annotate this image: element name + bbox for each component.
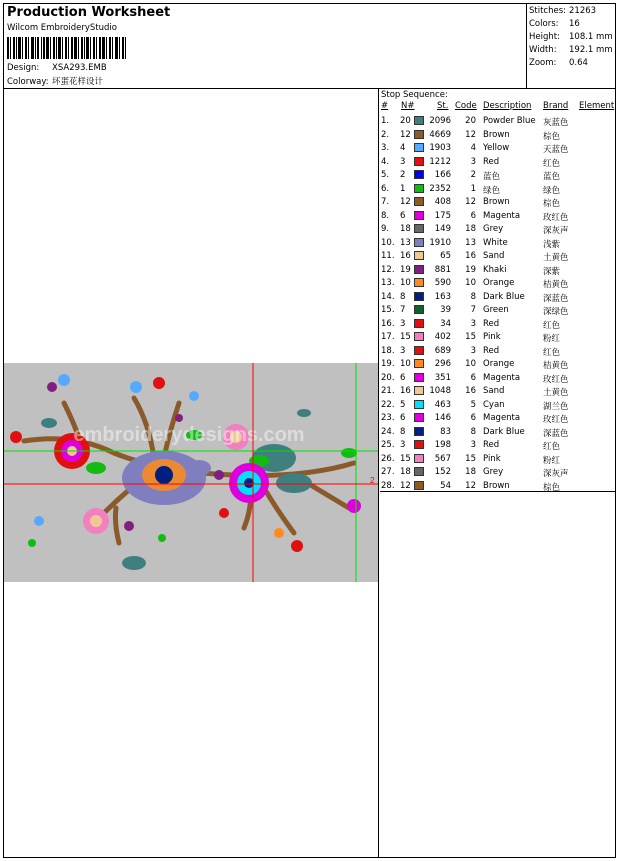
- stitches-stat: Stitches: 21263: [529, 6, 597, 16]
- row-num: 17.: [381, 332, 395, 342]
- sequence-row: [380, 318, 615, 332]
- row-stitches: 881: [434, 264, 451, 275]
- row-brand: 土黄色: [543, 253, 569, 263]
- row-description: Powder Blue: [483, 116, 536, 126]
- row-code: 10: [465, 278, 476, 288]
- row-needle: 1: [400, 183, 406, 194]
- row-code: 20: [465, 116, 476, 126]
- row-description: 蓝色: [483, 172, 501, 182]
- row-brand: 土黄色: [543, 388, 569, 398]
- row-code: 3: [470, 156, 476, 167]
- row-stitches: 146: [434, 413, 451, 423]
- row-description: Brown: [483, 129, 510, 140]
- row-stitches: 2352: [429, 183, 451, 194]
- row-code: 13: [465, 237, 476, 248]
- row-stitches: 408: [434, 197, 451, 207]
- row-stitches: 163: [434, 291, 451, 302]
- color-swatch: [414, 454, 424, 463]
- row-num: 7.: [381, 197, 390, 207]
- color-swatch: [414, 427, 424, 436]
- row-needle: 10: [400, 359, 411, 369]
- row-stitches: 1048: [429, 386, 451, 396]
- row-num: 25.: [381, 440, 395, 450]
- row-description: Magenta: [483, 372, 521, 383]
- row-brand: 灰蓝色: [543, 118, 569, 128]
- row-description: Magenta: [483, 210, 521, 221]
- row-needle: 12: [400, 480, 411, 491]
- color-swatch: [414, 116, 424, 125]
- row-needle: 5: [400, 399, 406, 410]
- row-needle: 16: [400, 386, 411, 396]
- row-description: Orange: [483, 359, 515, 369]
- design-preview[interactable]: [4, 363, 378, 582]
- color-swatch: [414, 400, 424, 409]
- row-code: 12: [465, 480, 476, 491]
- design-preview-panel: [4, 89, 379, 857]
- row-stitches: 463: [434, 399, 451, 410]
- row-stitches: 590: [434, 278, 451, 288]
- row-num: 3.: [381, 143, 390, 153]
- color-swatch: [414, 238, 424, 247]
- row-needle: 12: [400, 129, 411, 140]
- sequence-row: [380, 385, 615, 399]
- row-num: 10.: [381, 237, 395, 248]
- color-swatch: [414, 359, 424, 368]
- sequence-row: [380, 439, 615, 453]
- sequence-row: [380, 304, 615, 318]
- zoom-stat: Zoom: 0.64: [529, 58, 588, 68]
- sequence-row: [380, 223, 615, 237]
- row-description: Khaki: [483, 264, 507, 275]
- row-needle: 12: [400, 197, 411, 207]
- row-description: Red: [483, 440, 500, 450]
- row-needle: 13: [400, 237, 411, 248]
- color-swatch: [414, 413, 424, 422]
- color-swatch: [414, 440, 424, 449]
- row-stitches: 198: [434, 440, 451, 450]
- color-swatch: [414, 292, 424, 301]
- row-brand: 红色: [543, 347, 561, 358]
- row-code: 19: [465, 264, 476, 275]
- color-swatch: [414, 265, 424, 274]
- row-brand: 深蓝色: [543, 428, 569, 439]
- row-num: 13.: [381, 278, 395, 288]
- row-description: Red: [483, 156, 500, 167]
- row-description: Yellow: [483, 143, 510, 153]
- row-code: 3: [470, 440, 476, 450]
- sequence-row: [380, 169, 615, 183]
- sequence-row: [380, 156, 615, 170]
- col-element: Element: [579, 101, 615, 111]
- row-brand: 湖兰色: [543, 401, 569, 412]
- sequence-row: [380, 250, 615, 264]
- col-needle: N#: [401, 101, 415, 111]
- row-description: Grey: [483, 224, 504, 234]
- row-num: 9.: [381, 224, 390, 234]
- sequence-row: [380, 196, 615, 210]
- row-code: 18: [465, 224, 476, 234]
- row-stitches: 351: [434, 372, 451, 383]
- row-code: 3: [470, 345, 476, 356]
- row-stitches: 152: [434, 467, 451, 477]
- color-swatch: [414, 130, 424, 139]
- sequence-row: [380, 399, 615, 413]
- worksheet: [3, 3, 616, 858]
- color-swatch: [414, 319, 424, 328]
- row-brand: 深紫: [543, 266, 561, 277]
- color-swatch: [414, 157, 424, 166]
- sequence-row: [380, 426, 615, 440]
- row-description: Brown: [483, 197, 510, 207]
- flower-purple: [122, 451, 211, 505]
- row-code: 1: [470, 183, 476, 194]
- row-num: 12.: [381, 264, 395, 275]
- color-swatch: [414, 305, 424, 314]
- row-brand: 桔黄色: [543, 280, 569, 290]
- row-needle: 18: [400, 224, 411, 234]
- row-description: Sand: [483, 386, 505, 396]
- row-stitches: 39: [440, 305, 451, 315]
- sequence-row: [380, 210, 615, 224]
- row-stitches: 1903: [429, 143, 451, 153]
- row-brand: 棕色: [543, 482, 561, 493]
- row-description: Green: [483, 305, 509, 315]
- row-code: 12: [465, 197, 476, 207]
- row-description: 绿色: [483, 185, 501, 196]
- row-brand: 天蓝色: [543, 145, 569, 155]
- color-swatch: [414, 346, 424, 355]
- row-brand: 玫红色: [543, 212, 569, 223]
- colors-stat: Colors: 16: [529, 19, 580, 29]
- row-brand: 深灰声: [543, 226, 569, 236]
- row-num: 4.: [381, 156, 390, 167]
- color-swatch: [414, 481, 424, 490]
- color-swatch: [414, 211, 424, 220]
- row-brand: 蓝色: [543, 172, 561, 182]
- color-swatch: [414, 467, 424, 476]
- row-brand: 红色: [543, 158, 561, 169]
- row-num: 19.: [381, 359, 395, 369]
- color-swatch: [414, 373, 424, 382]
- row-num: 14.: [381, 291, 395, 302]
- row-num: 6.: [381, 183, 390, 194]
- row-stitches: 402: [434, 332, 451, 342]
- row-description: Orange: [483, 278, 515, 288]
- width-stat: Width: 192.1 mm: [529, 45, 613, 55]
- row-code: 6: [470, 372, 476, 383]
- row-stitches: 54: [440, 480, 451, 491]
- watermark-text: embroiderydesigns.com: [73, 424, 305, 446]
- col-stitches: St.: [437, 101, 449, 111]
- col-code: Code: [455, 101, 477, 111]
- sequence-row: [380, 129, 615, 143]
- row-num: 21.: [381, 386, 395, 396]
- row-brand: 浅紫: [543, 239, 561, 250]
- row-needle: 3: [400, 156, 406, 167]
- stats-panel: [527, 4, 615, 89]
- row-description: Grey: [483, 467, 504, 477]
- sequence-row: [380, 264, 615, 278]
- row-stitches: 689: [434, 345, 451, 356]
- colorway-value: 坏蛋花样设计: [52, 77, 104, 87]
- design-info: [7, 63, 107, 73]
- row-num: 18.: [381, 345, 395, 356]
- sequence-row: [380, 277, 615, 291]
- sequence-row: [380, 453, 615, 467]
- row-description: Sand: [483, 251, 505, 261]
- row-code: 7: [470, 305, 476, 315]
- row-stitches: 83: [440, 426, 451, 437]
- row-needle: 15: [400, 332, 411, 342]
- row-needle: 6: [400, 210, 406, 221]
- row-num: 11.: [381, 251, 395, 261]
- row-description: Red: [483, 345, 500, 356]
- row-num: 8.: [381, 210, 390, 221]
- row-brand: 桔黄色: [543, 361, 569, 371]
- color-swatch: [414, 170, 424, 179]
- row-code: 8: [470, 291, 476, 302]
- row-needle: 4: [400, 143, 406, 153]
- row-num: 16.: [381, 318, 395, 329]
- sequence-row: [380, 115, 615, 129]
- row-needle: 6: [400, 413, 406, 423]
- color-swatch: [414, 332, 424, 341]
- barcode-image: [7, 37, 127, 59]
- row-code: 16: [465, 251, 476, 261]
- sequence-row: [380, 291, 615, 305]
- row-code: 3: [470, 318, 476, 329]
- colorway-label: Colorway:: [7, 77, 49, 87]
- row-brand: 红色: [543, 320, 561, 331]
- row-needle: 10: [400, 278, 411, 288]
- row-description: Pink: [483, 332, 501, 342]
- row-code: 15: [465, 453, 476, 464]
- row-needle: 15: [400, 453, 411, 464]
- row-code: 10: [465, 359, 476, 369]
- sequence-row: [380, 142, 615, 156]
- row-code: 8: [470, 426, 476, 437]
- color-swatch: [414, 143, 424, 152]
- row-brand: 绿色: [543, 185, 561, 196]
- row-num: 24.: [381, 426, 395, 437]
- row-code: 2: [470, 170, 476, 180]
- row-code: 6: [470, 413, 476, 423]
- row-code: 4: [470, 143, 476, 153]
- row-brand: 粉红: [543, 455, 561, 466]
- row-needle: 19: [400, 264, 411, 275]
- row-num: 2.: [381, 129, 390, 140]
- row-stitches: 1212: [429, 156, 451, 167]
- row-num: 23.: [381, 413, 395, 423]
- embroidery-artwork: [4, 363, 378, 582]
- row-needle: 3: [400, 318, 406, 329]
- row-code: 12: [465, 129, 476, 140]
- row-stitches: 34: [440, 318, 451, 329]
- row-description: Dark Blue: [483, 426, 525, 437]
- col-description: Description: [483, 101, 532, 111]
- row-stitches: 1910: [429, 237, 451, 248]
- row-brand: 粉红: [543, 334, 561, 344]
- stop-sequence-header: [380, 101, 615, 112]
- sequence-row: [380, 237, 615, 251]
- row-needle: 8: [400, 426, 406, 437]
- stop-sequence-title: Stop Sequence:: [381, 90, 448, 100]
- row-num: 22.: [381, 399, 395, 410]
- design-value: XSA293.EMB: [52, 63, 107, 73]
- row-stitches: 4669: [429, 129, 451, 140]
- row-needle: 6: [400, 372, 406, 383]
- row-code: 6: [470, 210, 476, 221]
- row-needle: 8: [400, 291, 406, 302]
- row-num: 26.: [381, 453, 395, 464]
- row-num: 27.: [381, 467, 395, 477]
- row-brand: 棕色: [543, 131, 561, 142]
- page-title: Production Worksheet: [7, 5, 171, 20]
- header-panel: [4, 4, 527, 89]
- flower-magenta: [229, 463, 269, 503]
- row-num: 20.: [381, 372, 395, 383]
- row-needle: 7: [400, 305, 406, 315]
- sequence-row: [380, 412, 615, 426]
- row-code: 5: [470, 399, 476, 410]
- height-stat: Height: 108.1 mm: [529, 32, 613, 42]
- row-needle: 16: [400, 251, 411, 261]
- row-brand: 深绿色: [543, 307, 569, 317]
- row-description: Magenta: [483, 413, 521, 423]
- row-code: 18: [465, 467, 476, 477]
- row-brand: 深蓝色: [543, 293, 569, 304]
- guide-marker-label: 2: [370, 476, 375, 485]
- stop-sequence-panel: [380, 89, 615, 492]
- row-description: Dark Blue: [483, 291, 525, 302]
- row-num: 1.: [381, 116, 390, 126]
- row-stitches: 2096: [429, 116, 451, 126]
- row-stitches: 166: [434, 170, 451, 180]
- row-description: Brown: [483, 480, 510, 491]
- row-brand: 红色: [543, 442, 561, 452]
- color-swatch: [414, 278, 424, 287]
- row-needle: 2: [400, 170, 406, 180]
- row-code: 16: [465, 386, 476, 396]
- color-swatch: [414, 386, 424, 395]
- row-description: White: [483, 237, 508, 248]
- row-description: Cyan: [483, 399, 505, 410]
- color-swatch: [414, 184, 424, 193]
- row-num: 28.: [381, 480, 395, 491]
- row-needle: 3: [400, 440, 406, 450]
- row-stitches: 175: [434, 210, 451, 221]
- sequence-row: [380, 372, 615, 386]
- row-brand: 深灰声: [543, 469, 569, 479]
- row-num: 15.: [381, 305, 395, 315]
- sequence-row: [380, 358, 615, 372]
- sequence-row: [380, 480, 615, 494]
- row-stitches: 567: [434, 453, 451, 464]
- row-stitches: 296: [434, 359, 451, 369]
- color-swatch: [414, 251, 424, 260]
- row-needle: 3: [400, 345, 406, 356]
- sequence-row: [380, 345, 615, 359]
- colorway-info: [7, 75, 103, 87]
- row-stitches: 149: [434, 224, 451, 234]
- sequence-row: [380, 466, 615, 480]
- color-swatch: [414, 197, 424, 206]
- row-description: Pink: [483, 453, 501, 464]
- row-brand: 玫红色: [543, 415, 569, 425]
- design-label: Design:: [7, 63, 40, 73]
- col-brand: Brand: [543, 101, 569, 111]
- row-needle: 18: [400, 467, 411, 477]
- row-code: 15: [465, 332, 476, 342]
- sequence-row: [380, 183, 615, 197]
- row-brand: 棕色: [543, 199, 561, 209]
- row-brand: 玫红色: [543, 374, 569, 385]
- row-needle: 20: [400, 116, 411, 126]
- row-num: 5.: [381, 170, 390, 180]
- row-stitches: 65: [440, 251, 451, 261]
- row-description: Red: [483, 318, 500, 329]
- color-swatch: [414, 224, 424, 233]
- sequence-row: [380, 331, 615, 345]
- software-name: Wilcom EmbroideryStudio: [7, 23, 117, 33]
- col-num: #: [381, 101, 389, 111]
